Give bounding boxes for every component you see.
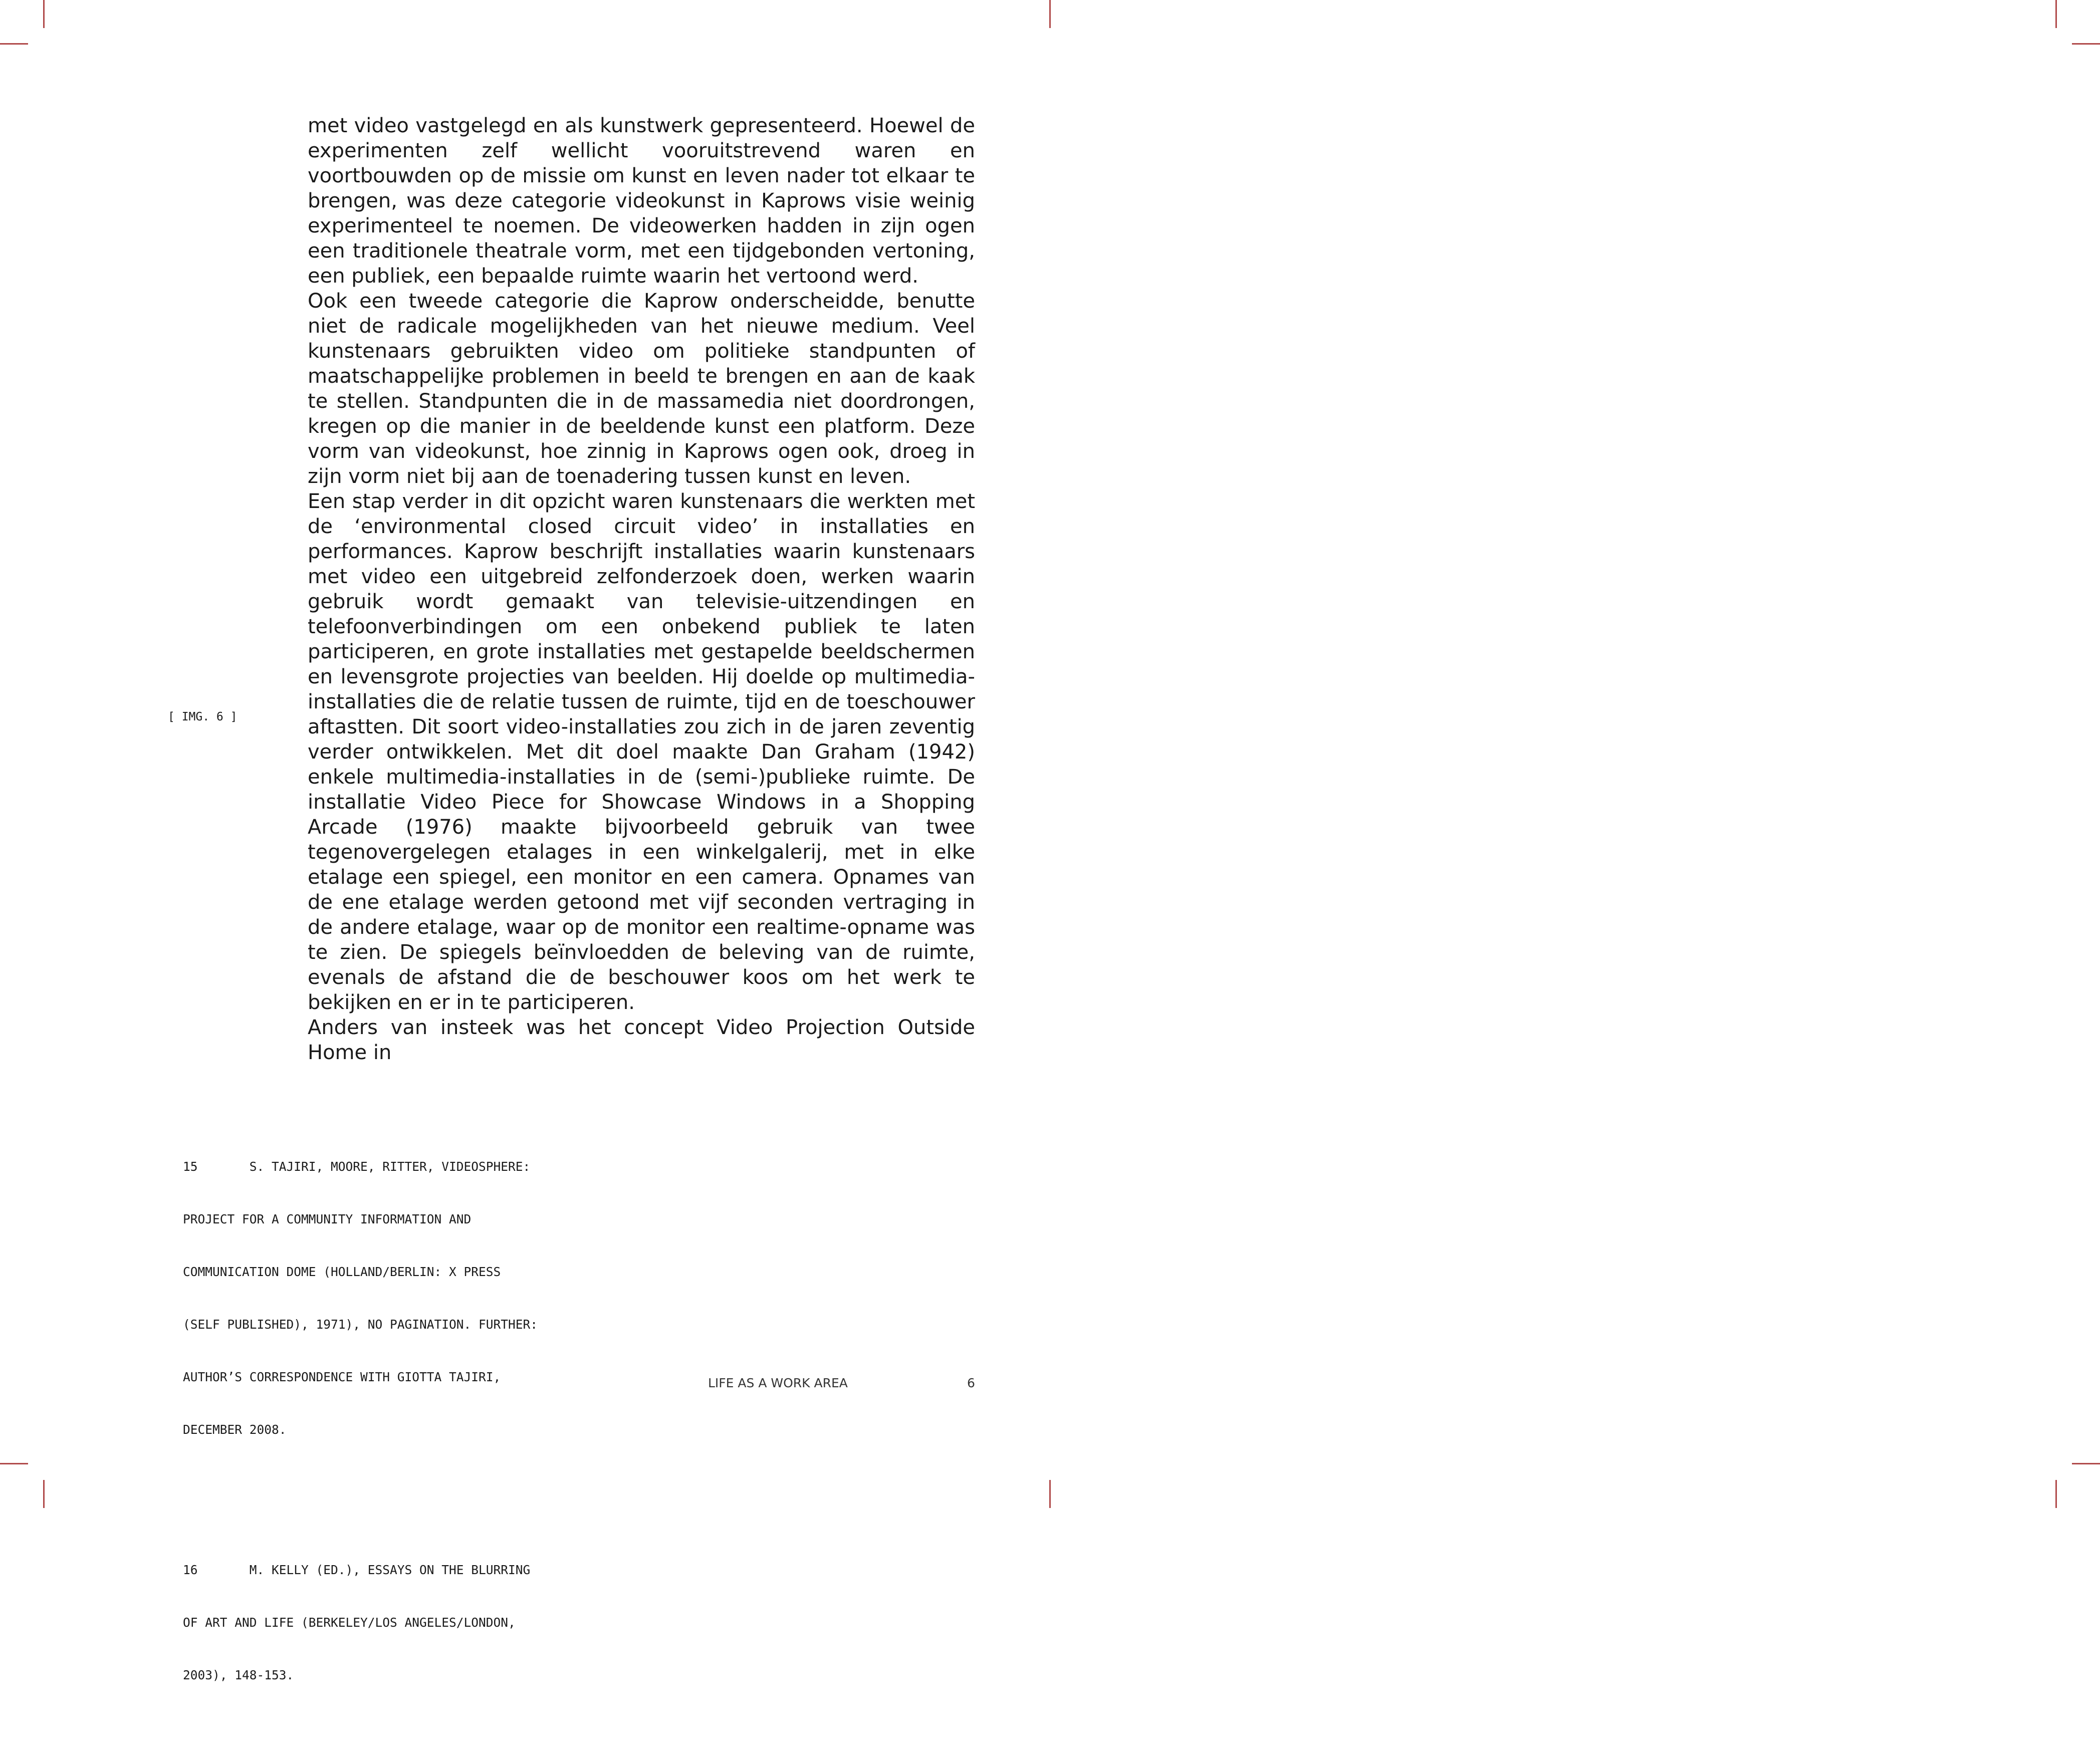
- footnote-15: [183, 1123, 589, 1473]
- crop-mark: [2055, 1480, 2057, 1508]
- footnote-line: COMMUNICATION DOME (HOLLAND/BERLIN: X PRESS: [183, 1265, 501, 1279]
- footnote-line: DECEMBER 2008.: [183, 1422, 287, 1437]
- page-number: 6: [967, 1376, 975, 1390]
- paragraph: Anders van insteek was het concept Video Projection Outside Home in: [308, 1016, 975, 1064]
- image-reference: [ IMG. 6 ]: [168, 710, 238, 723]
- paragraph: Ook een tweede categorie die Kaprow onderscheidde, benutte niet de radicale mogelijkheden van het nieuwe medium. Veel kunstenaars gebruikten video om politieke standpunten of maatschappelijke problemen in beeld te brengen en aan de kaak te stellen. Standpunten die in de massamedia niet doordrongen, kregen op die manier in de beeldende kunst een platform. Deze vorm van videokunst, hoe zinnig in Kaprows ogen ook, droeg in zijn vorm niet bij aan de toenadering tussen kunst en leven.: [308, 290, 975, 488]
- crop-mark: [2072, 1463, 2100, 1464]
- footnotes: [183, 1088, 589, 1754]
- paragraph: met video vastgelegd en als kunstwerk gepresenteerd. Hoewel de experimenten zelf wellicht vooruitstrevend waren en voortbouwden op de missie om kunst en leven nader tot elkaar te brengen, was deze categorie videokunst in Kaprows visie weinig experimenteel te noemen. De videowerken hadden in zijn ogen een traditionele theatrale vorm, met een tijdgebonden vertoning, een publiek, een bepaalde ruimte waarin het vertoond werd.: [308, 114, 975, 288]
- footnote-line: AUTHOR’S CORRESPONDENCE WITH GIOTTA TAJIRI,: [183, 1370, 501, 1384]
- footnote-line: 15 S. TAJIRI, MOORE, RITTER, VIDEOSPHERE:: [183, 1159, 531, 1174]
- footnote-line: OF ART AND LIFE (BERKELEY/LOS ANGELES/LONDON,: [183, 1615, 516, 1630]
- crop-mark: [1049, 0, 1051, 28]
- crop-mark: [1049, 1480, 1051, 1508]
- crop-mark: [0, 1463, 28, 1464]
- footnote-line: 2003), 148-153.: [183, 1668, 294, 1682]
- footnote-line: 16 M. KELLY (ED.), ESSAYS ON THE BLURRING: [183, 1563, 531, 1577]
- body-text: [308, 113, 975, 1065]
- crop-mark: [43, 1480, 45, 1508]
- footnote-16: [183, 1526, 589, 1719]
- crop-mark: [43, 0, 45, 28]
- footnote-line: (SELF PUBLISHED), 1971), NO PAGINATION. FURTHER:: [183, 1317, 538, 1332]
- crop-mark: [2072, 43, 2100, 45]
- crop-mark: [2055, 0, 2057, 28]
- running-title: LIFE AS A WORK AREA: [708, 1376, 848, 1390]
- footnote-line: PROJECT FOR A COMMUNITY INFORMATION AND: [183, 1212, 472, 1226]
- paragraph: Een stap verder in dit opzicht waren kunstenaars die werkten met de ‘environmental closed circuit video’ in installaties en performances. Kaprow beschrijft installaties waarin kunstenaars met video een uitgebreid zelfonderzoek doen, werken waarin gebruik wordt gemaakt van televisie-uitzendingen en telefoonverbindingen om een onbekend publiek te laten participeren, en grote installaties met gestapelde beeldschermen en levensgrote projecties van beelden. Hij doelde op multimedia-installaties die de relatie tussen de ruimte, tijd en de toeschouwer aftastten. Dit soort video-installaties zou zich in de jaren zeventig verder ontwikkelen. Met dit doel maakte Dan Graham (1942) enkele multimedia-installaties in de (semi-)publieke ruimte. De installatie Video Piece for Showcase Windows in a Shopping Arcade (1976) maakte bijvoorbeeld gebruik van twee tegenovergelegen etalages in een winkelgalerij, met in elke etalage een spiegel, een monitor en een camera. Opnames van de ene etalage werden getoond met vijf seconden vertraging in de andere etalage, waar op de monitor een realtime-opname was te zien. De spiegels beïnvloedden de beleving van de ruimte, evenals de afstand die de beschouwer koos om het werk te bekijken en er in te participeren.: [308, 490, 975, 1014]
- crop-mark: [0, 43, 28, 45]
